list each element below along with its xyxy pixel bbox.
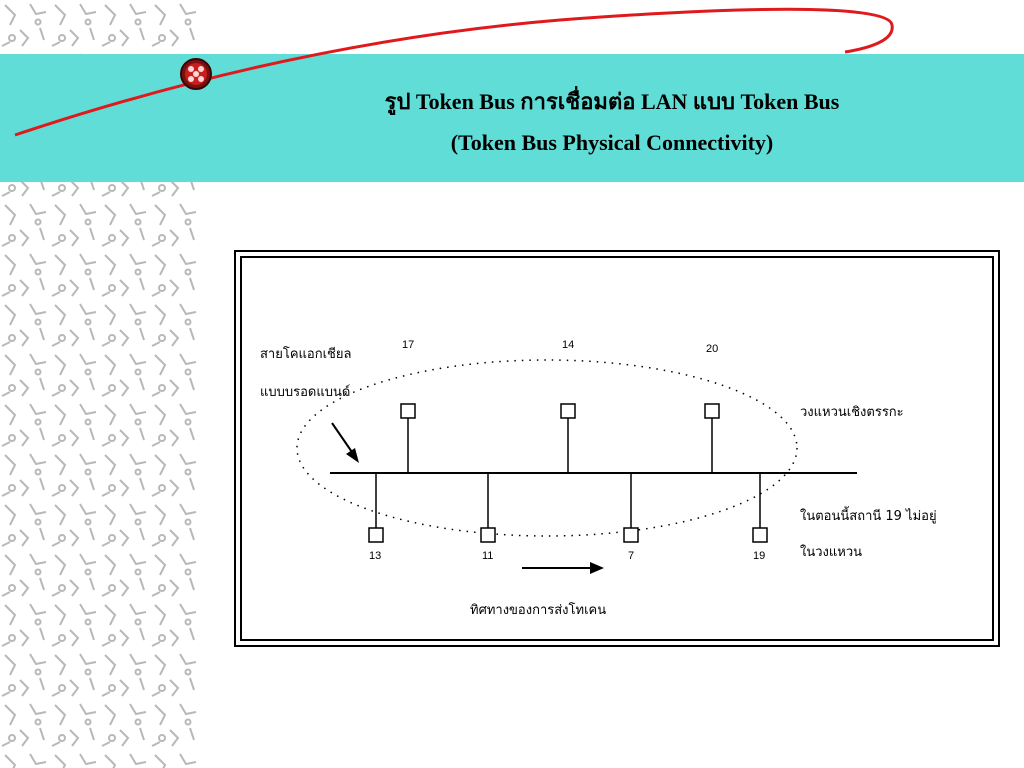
station-label-11: 11 (482, 550, 494, 562)
not-in-ring-label-line2: ในวงแหวน (800, 545, 863, 560)
cable-pointer-arrow-icon (332, 423, 359, 463)
station-label-13: 13 (369, 550, 382, 562)
not-in-ring-label-line1: ในตอนนี้สถานี 19 ไม่อยู่ (800, 509, 937, 524)
cable-label-line1: สายโคแอกเชียล (260, 347, 352, 362)
station-label-20: 20 (706, 343, 719, 355)
figure-inner-border (240, 256, 994, 641)
station-label-7: 7 (628, 550, 635, 562)
cable-label-line2: แบบบรอดแบนด์ (260, 385, 351, 400)
logical-ring (297, 360, 797, 536)
logical-ring-label: วงแหวนเชิงตรรกะ (800, 405, 904, 420)
page-title: รูป Token Bus การเชื่อมต่อ LAN แบบ Token Bus (384, 89, 840, 114)
station-11 (481, 473, 495, 562)
figure-frame (234, 250, 1000, 647)
station-20 (705, 343, 719, 473)
token-direction-arrow-icon (522, 562, 604, 574)
station-7 (624, 473, 638, 562)
station-label-14: 14 (562, 339, 575, 351)
station-14 (561, 339, 575, 473)
station-label-19: 19 (753, 550, 766, 562)
direction-label: ทิศทางของการส่งโทเคน (470, 603, 607, 618)
station-13 (369, 473, 383, 562)
station-17 (401, 339, 415, 473)
station-label-17: 17 (402, 339, 415, 351)
page-subtitle: (Token Bus Physical Connectivity) (450, 130, 774, 155)
station-19 (753, 473, 767, 562)
token-bus-diagram (242, 258, 996, 643)
